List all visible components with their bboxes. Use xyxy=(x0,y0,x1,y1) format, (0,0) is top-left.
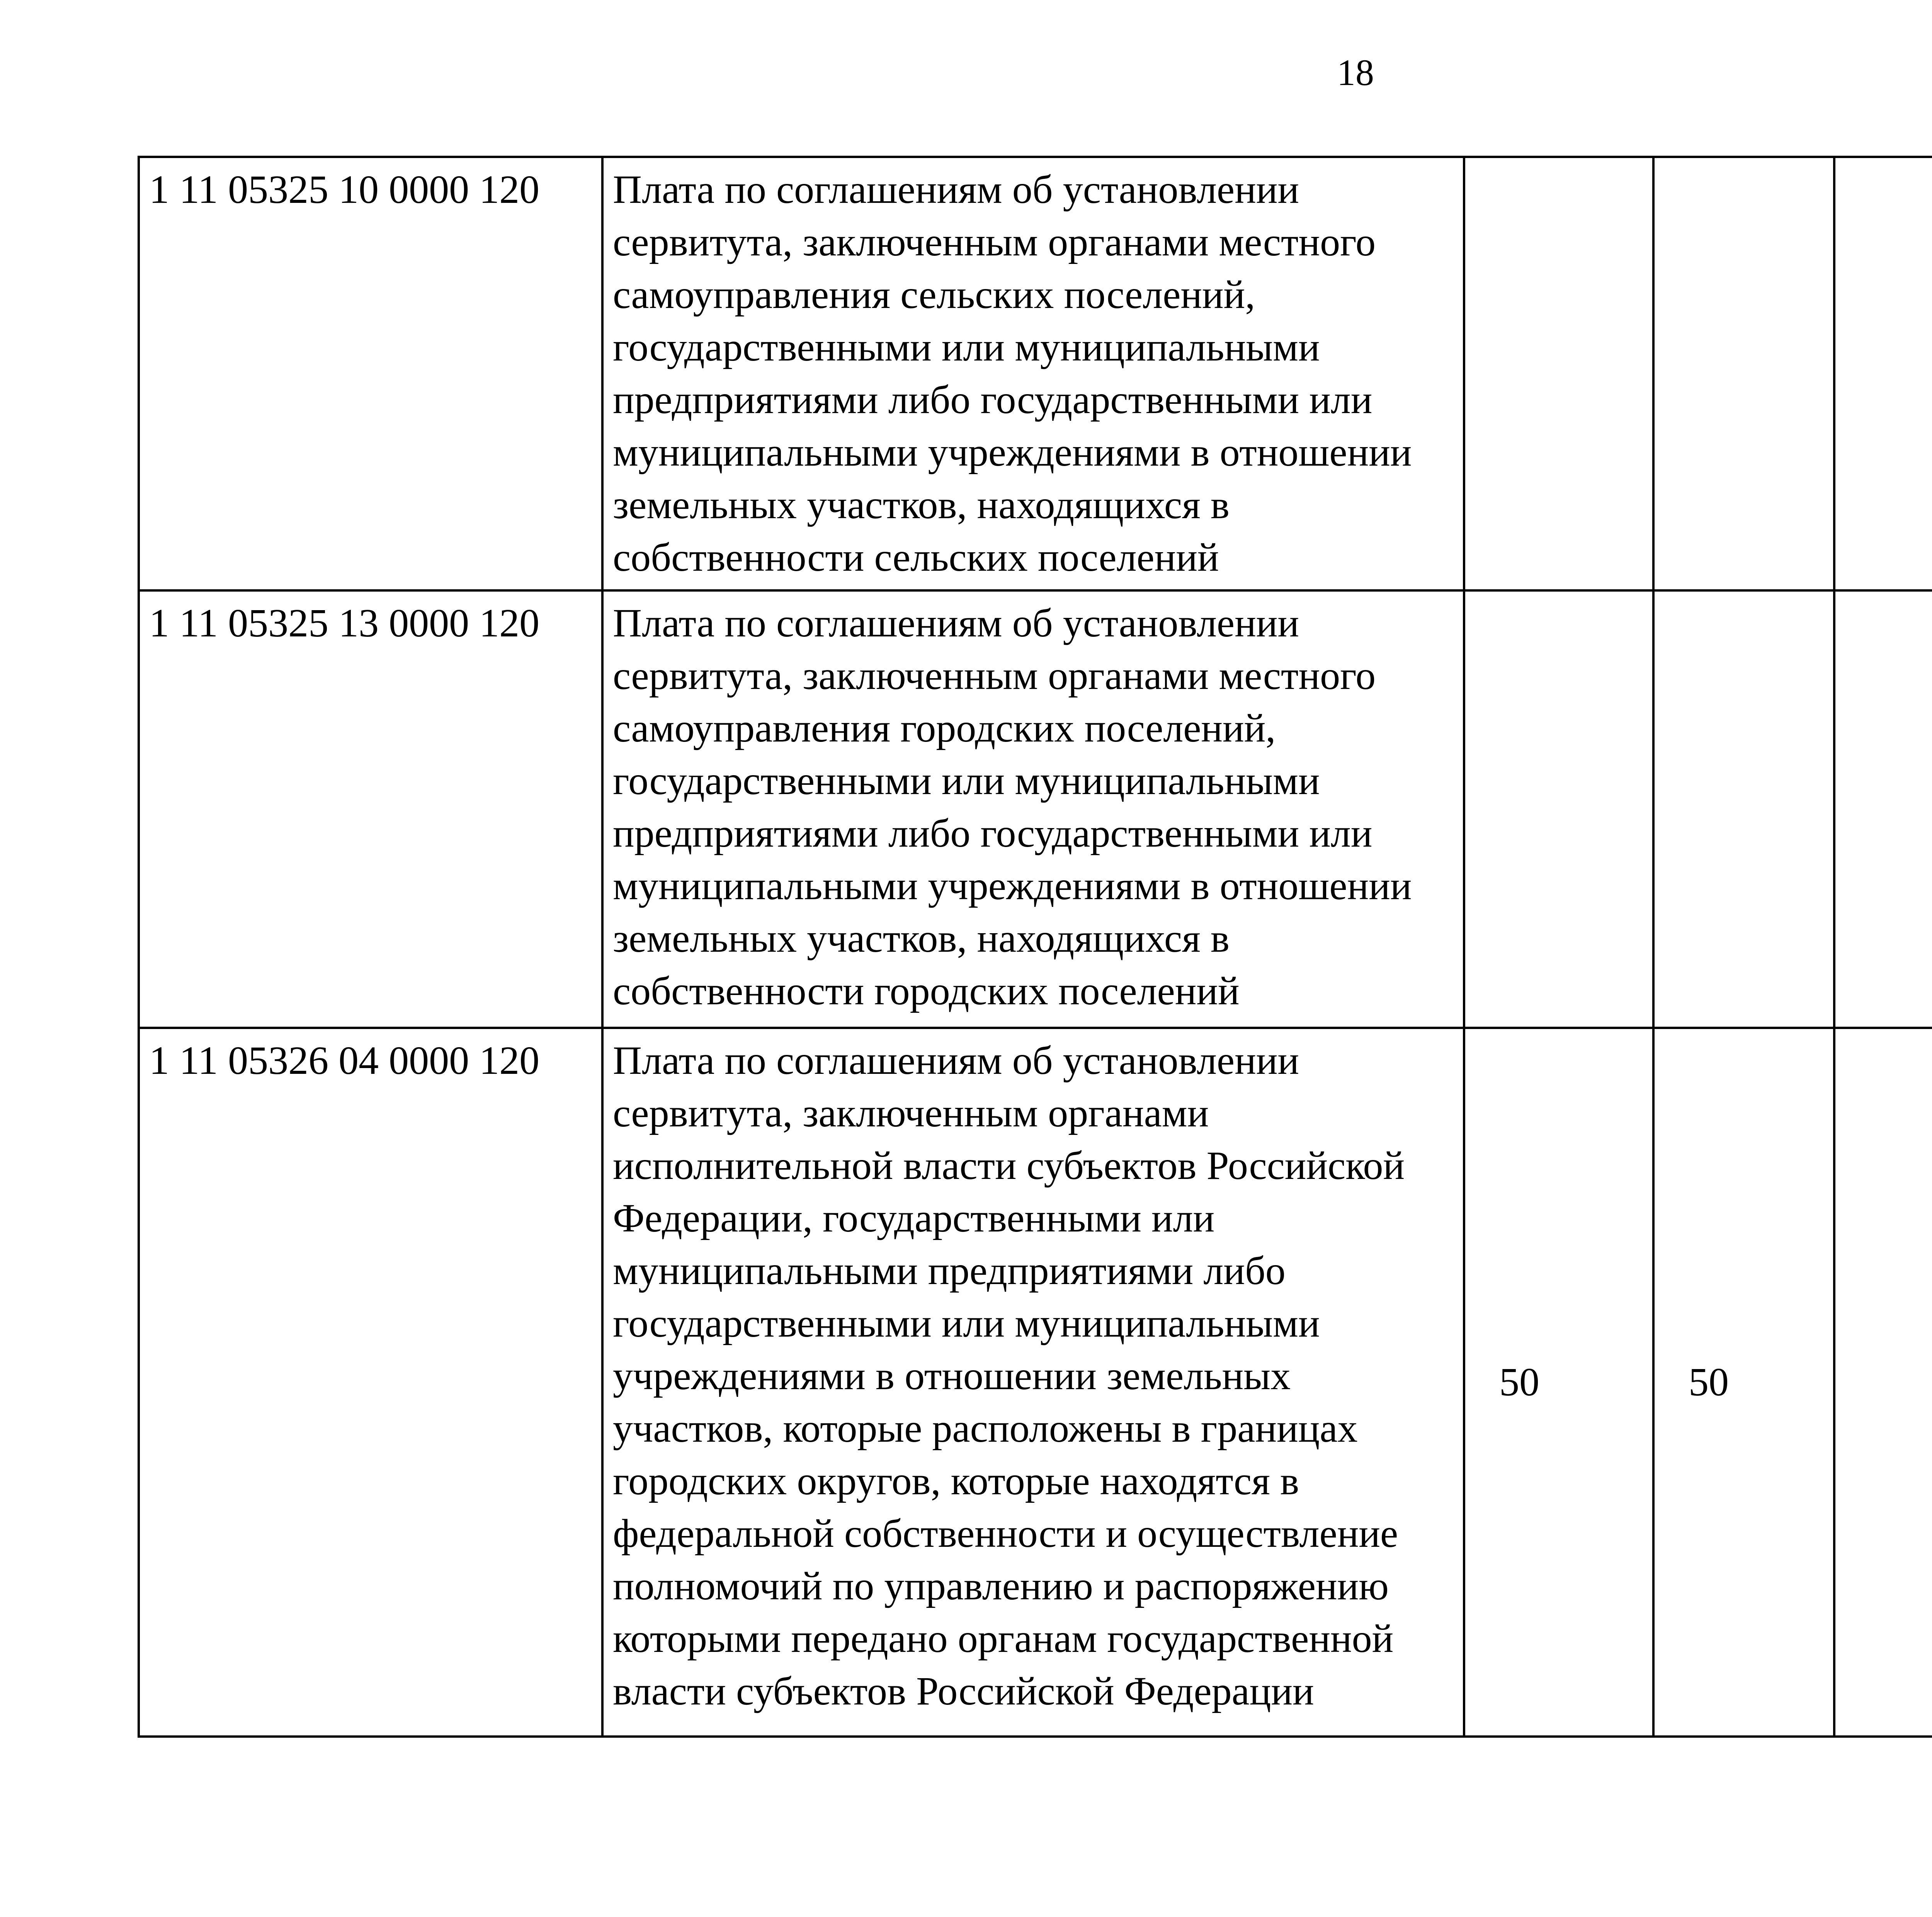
share-cell-3 xyxy=(1464,590,1653,1028)
income-name-cell: Плата по соглашениям об установлении сервитута, заключенным органами местного самоуправления городских поселений, государственными или муниципальными предприятиями либо государственными или муниципальными учреждениями в отношении земельных участков, находящихся в собственности городских поселений xyxy=(602,590,1464,1028)
table-row xyxy=(139,157,1932,590)
income-name-cell: Плата по соглашениям об установлении сервитута, заключенным органами местного самоуправления сельских поселений, государственными или муниципальными предприятиями либо государственными или муниципальными учреждениями в отношении земельных участков, находящихся в собственности сельских поселений xyxy=(602,157,1464,590)
share-cell-3: 50 xyxy=(1464,1028,1653,1737)
share-cell-3 xyxy=(1464,157,1653,590)
share-cell-5 xyxy=(1834,157,1932,590)
income-code-cell: 1 11 05326 04 0000 120 xyxy=(139,1028,602,1737)
income-code-cell: 1 11 05325 10 0000 120 xyxy=(139,157,602,590)
page-number: 18 xyxy=(1337,52,1374,93)
income-code-cell: 1 11 05325 13 0000 120 xyxy=(139,590,602,1028)
table-row xyxy=(139,590,1932,1028)
share-cell-5 xyxy=(1834,590,1932,1028)
share-cell-4: 50 xyxy=(1653,1028,1834,1737)
share-cell-4 xyxy=(1653,157,1834,590)
share-cell-4 xyxy=(1653,590,1834,1028)
income-name-cell: Плата по соглашениям об установлении сервитута, заключенным органами исполнительной власти субъектов Российской Федерации, государственными или муниципальными предприятиями либо государственными или муниципальными учреждениями в отношении земельных участков, которые расположены в границах городских округов, которые находятся в федеральной собственности и осуществление полномочий по управлению и распоряжению которыми передано органам государственной власти субъектов Российской Федерации xyxy=(602,1028,1464,1737)
table-row xyxy=(139,1028,1932,1737)
share-cell-5 xyxy=(1834,1028,1932,1737)
revenue-distribution-table xyxy=(138,156,1932,1738)
